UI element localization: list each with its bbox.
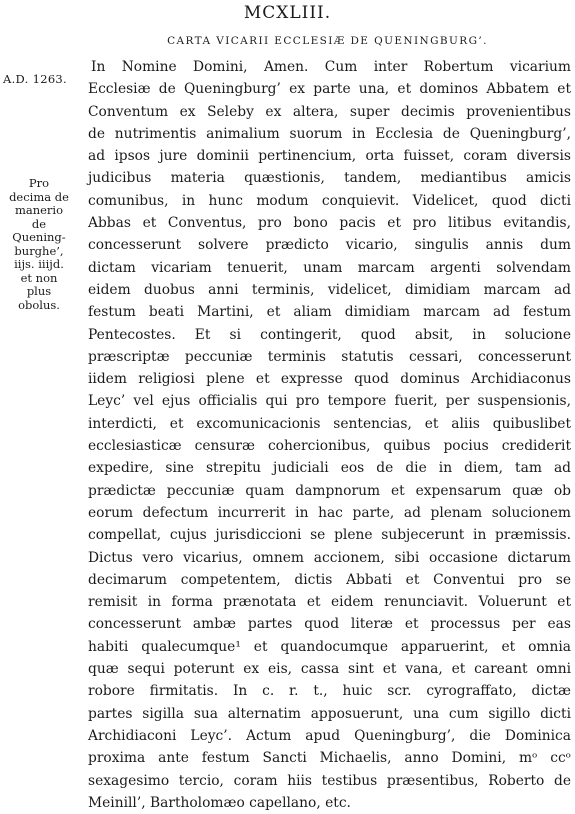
body-line: prædictæ peccuniæ quam dampnorum et expensarum quæ ob xyxy=(88,482,571,499)
body-line: concesserunt ambæ partes quod literæ et processus per eas xyxy=(88,616,571,633)
body-line: habiti qualecumque¹ et quandocumque apparuerint, et omnia xyxy=(88,638,571,655)
body-line: Pentecostes. Et si contingerit, quod absit, in solucione xyxy=(88,326,571,343)
body-line: ad ipsos jure dominii pertinencium, orta fuisset, coram diversis xyxy=(88,148,571,165)
marginal-note-line: et non xyxy=(20,270,58,285)
marginal-note-line: manerio xyxy=(14,203,64,217)
body-line: ecclesiasticæ censuræ cohercionibus, quibus pocius crediderit xyxy=(88,438,571,455)
marginal-note-line: plus xyxy=(26,284,52,298)
body-line: Abbas et Conventus, pro bono pacis et pro litibus evitandis, xyxy=(88,215,571,232)
marginal-note-line: Quening- xyxy=(12,230,66,244)
marginal-note-line: burghe’, xyxy=(14,243,64,258)
charter-body xyxy=(88,56,571,814)
body-line: proxima ante festum Sancti Michaelis, anno Domini, mᵒ ccᵒ xyxy=(88,750,571,767)
body-line: eorum defectum incurrerit in hac parte, ad plenam solucionem xyxy=(88,504,571,521)
marginal-note-line: Pro xyxy=(28,176,50,190)
body-line: sexagesimo tercio, coram hiis testibus præsentibus, Roberto de xyxy=(88,772,571,789)
marginal-note-line: iijs. iiijd. xyxy=(14,257,64,271)
body-line: Ecclesiæ de Queningburg’ ex parte una, et dominos Abbatem et xyxy=(88,81,571,98)
marginal-note-line: decima de xyxy=(9,189,69,204)
body-line: præscriptæ peccuniæ terminis statutis cessari, concesserunt xyxy=(88,348,571,365)
body-line: In Nomine Domini, Amen. Cum inter Robertum vicarium xyxy=(91,59,571,75)
body-line: Leyc’ vel ejus officialis qui pro tempore fuerit, per suspensionis, xyxy=(88,393,571,410)
body-line: interdicti, et excomunicacionis sentencias, et aliis quibuslibet xyxy=(88,415,571,432)
body-line: judicibus materia quæstionis, tandem, mediantibus amicis xyxy=(88,170,571,187)
body-line: Archidiaconi Leyc’. Actum apud Queningburg’, die Dominica xyxy=(88,727,571,744)
body-line: Conventum ex Seleby ex altera, super decimis provenientibus xyxy=(88,103,571,120)
body-line: festum beati Martini, et aliam dimidiam marcam ad festum xyxy=(88,304,571,321)
body-line: comunibus, in hunc modum conquievit. Videlicet, quod dicti xyxy=(88,192,571,209)
body-line: remisit in forma prænotata et eidem renunciavit. Voluerunt et xyxy=(88,594,571,611)
body-line: dictam vicariam tenuerit, unam marcam argenti solvendam xyxy=(88,259,571,276)
marginal-note-line: de xyxy=(31,216,47,231)
body-line: expedire, sine strepitu judiciali eos de die in diem, tam ad xyxy=(88,460,571,477)
body-line: de nutrimentis animalium suorum in Ecclesia de Queningburg’, xyxy=(88,125,571,142)
marginal-date: A.D. 1263. xyxy=(3,72,68,86)
marginal-note-line: obolus. xyxy=(18,297,60,312)
body-line: partes sigilla sua alternatim apposuerunt, una cum sigillo dicti xyxy=(88,705,571,722)
body-line: Dictus vero vicarius, omnem accionem, sibi occasione dictarum xyxy=(88,549,571,566)
body-line: compellat, cujus jurisdiccioni se plene subjecerunt in præmissis. xyxy=(88,527,571,544)
body-line: Meinill’, Bartholomæo capellano, etc. xyxy=(88,794,351,811)
body-line: eidem duobus anni terminis, videlicet, dimidiam marcam ad xyxy=(88,281,571,298)
body-line: concesserunt solvere prædicto vicario, singulis annis dum xyxy=(88,237,571,254)
body-line: robore firmitatis. In c. r. t., huic scr. cyrograffato, dictæ xyxy=(88,683,571,700)
charter-heading: CARTA VICARII ECCLESIÆ DE QUENINGBURG’. xyxy=(167,35,488,47)
body-line: quæ sequi poterunt ex eis, cassa sint et vana, et careant omni xyxy=(88,661,571,678)
body-line: iidem religiosi plene et expresse quod dominus Archidiaconus xyxy=(88,371,571,388)
charter-number: MCXLIII. xyxy=(243,3,332,23)
marginal-note xyxy=(8,177,70,312)
body-line: decimarum competentem, dictis Abbati et Conventui pro se xyxy=(88,571,571,588)
